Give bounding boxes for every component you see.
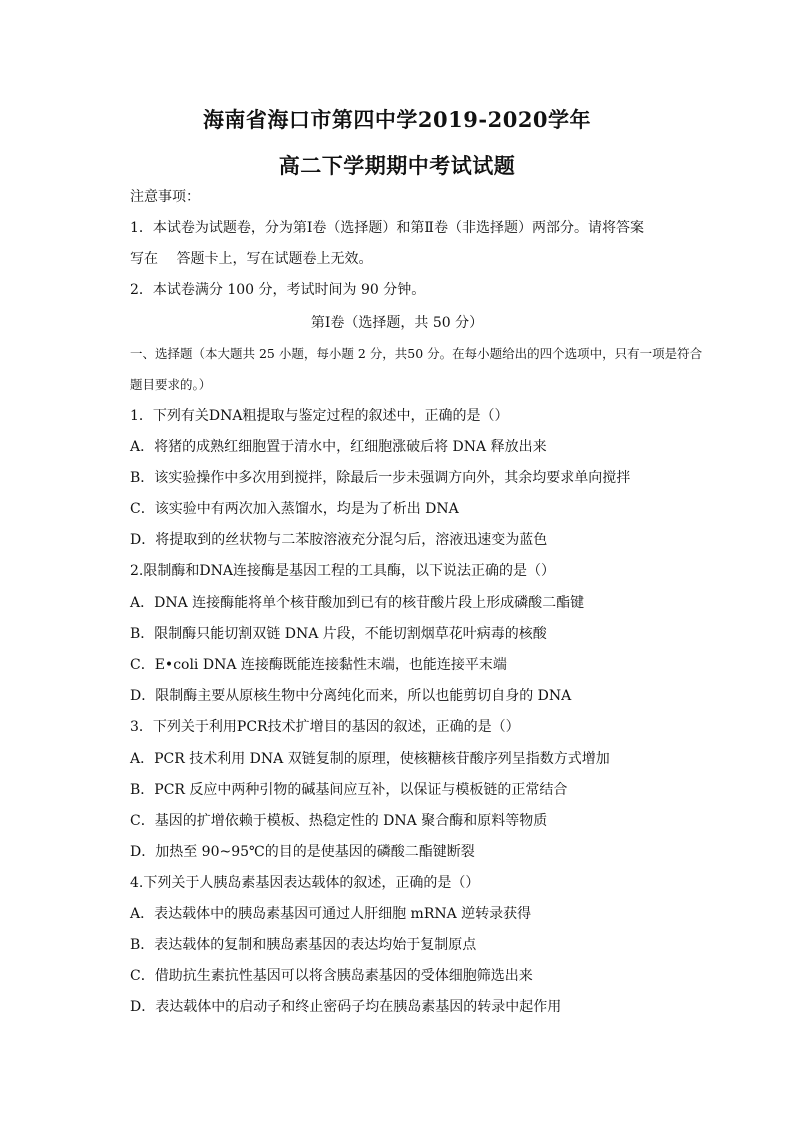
question-4-stem: 4.下列关于人胰岛素基因表达载体的叙述，正确的是（） xyxy=(130,875,480,891)
question-3-option-d: D．加热至 90~95℃的目的是使基因的磷酸二酯键断裂 xyxy=(130,844,475,860)
notes-item-2: 2．本试卷满分 100 分，考试时间为 90 分钟。 xyxy=(130,282,426,298)
question-4-option-d: D．表达载体中的启动子和终止密码子均在胰岛素基因的转录中起作用 xyxy=(130,999,562,1015)
question-3-option-b: B．PCR 反应中两种引物的碱基间应互补，以保证与模板链的正常结合 xyxy=(130,782,568,798)
section-heading: 第Ⅰ卷（选择题，共 50 分） xyxy=(310,315,484,331)
question-2-stem: 2.限制酶和DNA连接酶是基因工程的工具酶，以下说法正确的是（） xyxy=(130,563,555,579)
exam-title-line2: 高二下学期期中考试试题 xyxy=(278,153,516,178)
notes-item-1-line-2: 写在 答题卡上，写在试题卷上无效。 xyxy=(130,251,373,267)
question-2-option-b: B．限制酶只能切割双链 DNA 片段，不能切割烟草花叶病毒的核酸 xyxy=(130,626,547,642)
notes-item-1-line-1: 1．本试卷为试题卷，分为第Ⅰ卷（选择题）和第Ⅱ卷（非选择题）两部分。请将答案 xyxy=(130,220,644,236)
section-instruction-line-1: 一、选择题（本大题共 25 小题，每小题 2 分，共50 分。在每小题给出的四个选项中，只有一项是符合 xyxy=(130,346,703,361)
question-4-option-b: B．表达载体的复制和胰岛素基因的表达均始于复制原点 xyxy=(130,937,477,953)
question-3-option-c: C．基因的扩增依赖于模板、热稳定性的 DNA 聚合酶和原料等物质 xyxy=(130,813,548,829)
question-2-option-c: C．E•coli DNA 连接酶既能连接黏性末端，也能连接平末端 xyxy=(130,657,507,673)
exam-title-line1: 海南省海口市第四中学2019-2020学年 xyxy=(202,107,592,132)
question-2-option-d: D．限制酶主要从原核生物中分离纯化而来，所以也能剪切自身的 DNA xyxy=(130,688,572,704)
question-1-option-d: D．将提取到的丝状物与二苯胺溶液充分混匀后，溶液迅速变为蓝色 xyxy=(130,532,548,548)
question-1-option-c: C．该实验中有两次加入蒸馏水，均是为了析出 DNA xyxy=(130,501,459,517)
question-2-option-a: A．DNA 连接酶能将单个核苷酸加到已有的核苷酸片段上形成磷酸二酯键 xyxy=(130,595,585,611)
notes-heading: 注意事项： xyxy=(130,189,200,205)
question-4-option-c: C．借助抗生素抗性基因可以将含胰岛素基因的受体细胞筛选出来 xyxy=(130,968,533,984)
question-1-option-a: A．将猪的成熟红细胞置于清水中，红细胞涨破后将 DNA 释放出来 xyxy=(130,439,547,455)
question-3-stem: 3．下列关于利用PCR技术扩增目的基因的叙述，正确的是（） xyxy=(130,719,520,735)
question-1-stem: 1．下列有关DNA粗提取与鉴定过程的叙述中，正确的是（） xyxy=(130,408,509,424)
question-1-option-b: B．该实验操作中多次用到搅拌，除最后一步未强调方向外，其余均要求单向搅拌 xyxy=(130,470,631,486)
question-4-option-a: A．表达载体中的胰岛素基因可通过人肝细胞 mRNA 逆转录获得 xyxy=(130,906,532,922)
question-3-option-a: A．PCR 技术利用 DNA 双链复制的原理，使核糖核苷酸序列呈指数方式增加 xyxy=(130,751,610,767)
section-instruction-line-2: 题目要求的。） xyxy=(130,377,212,392)
